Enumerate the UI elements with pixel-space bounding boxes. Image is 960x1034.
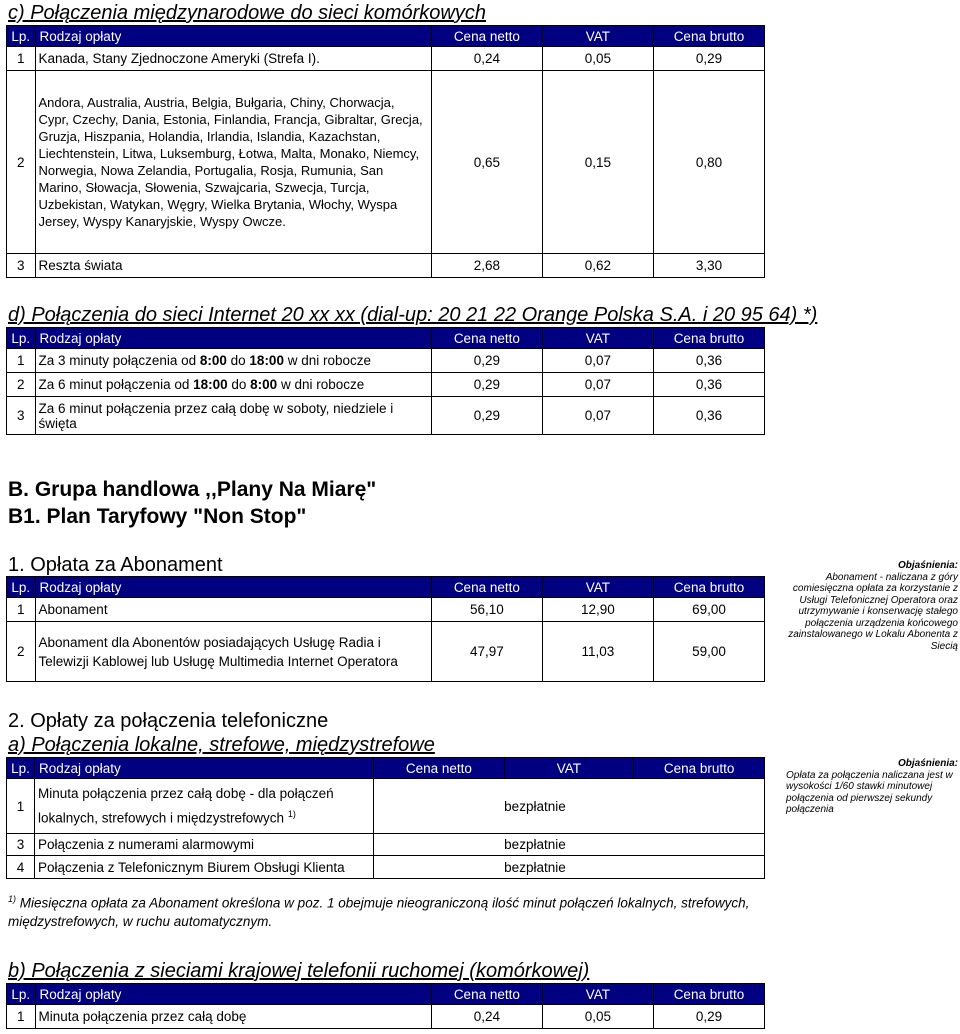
row-lp: 1 [7,779,35,834]
col-name: Rodzaj opłaty [34,758,373,779]
col-lp: Lp. [7,758,35,779]
row-lp: 1 [7,47,36,71]
row-brutto: 0,29 [653,1005,764,1029]
table-row [7,622,765,682]
row-price: bezpłatnie [374,779,765,834]
row-lp: 3 [7,254,36,278]
row-name-part: Za 6 minut połączenia od [38,377,194,392]
row-lp: 2 [7,622,36,682]
col-lp: Lp. [7,984,36,1005]
row-netto: 56,10 [431,598,542,622]
row-netto: 0,24 [431,47,542,71]
table-row [7,349,765,373]
row-name: Reszta świata [35,254,431,278]
table-header-row [7,577,765,598]
time-to: 8:00 [250,377,278,392]
plan-heading: B1. Plan Taryfowy "Non Stop" [8,505,307,528]
row-lp: 2 [7,373,36,397]
table-row [7,254,765,278]
table-row [7,779,765,834]
col-vat: VAT [542,26,653,47]
footnote [8,890,768,931]
calls-subheading: a) Połączenia lokalne, strefowe, międzystrefowe [8,734,435,756]
col-netto: Cena netto [431,577,542,598]
row-lp: 3 [7,397,36,435]
col-lp: Lp. [7,577,36,598]
row-lp: 3 [7,834,35,856]
row-lp: 4 [7,856,35,879]
row-brutto: 0,36 [653,349,764,373]
col-vat: VAT [542,984,653,1005]
col-name: Rodzaj opłaty [35,577,431,598]
row-brutto: 0,29 [653,47,764,71]
footnote-mark: 1) [8,894,17,904]
row-vat: 0,15 [542,71,653,254]
col-brutto: Cena brutto [653,26,764,47]
time-from: 18:00 [193,377,228,392]
row-netto: 0,29 [431,349,542,373]
row-price: bezpłatnie [374,834,765,856]
note-text: Opłata za połączenia naliczana jest w wysokości 1/60 stawki minutowej połączenia od pierwszej sekundy połączenia [786,769,953,815]
col-brutto: Cena brutto [653,984,764,1005]
note-title: Objaśnienia: [897,560,958,571]
row-vat: 0,05 [542,47,653,71]
row-name-part: w dni robocze [277,377,365,392]
col-netto: Cena netto [431,328,542,349]
row-lp: 1 [7,349,36,373]
col-netto: Cena netto [374,758,504,779]
table-header-row [7,758,765,779]
row-name-text: Minuta połączenia przez całą dobę - dla połączeń lokalnych, strefowych i międzystrefowych [37,785,334,826]
row-name-part: do [227,377,251,392]
table-header-row [7,328,765,349]
row-name-part: do [226,353,250,368]
table-header-row [7,984,765,1005]
footnote-ref: 1) [287,808,296,819]
row-name [34,779,373,834]
table-row [7,373,765,397]
row-name: Kanada, Stany Zjednoczone Ameryki (Strefa I). [35,47,431,71]
row-vat: 0,05 [542,1005,653,1029]
col-vat: VAT [542,577,653,598]
footnote-text: Miesięczna opłata za Abonament określona w poz. 1 obejmuje nieograniczoną ilość minut połączeń lokalnych, strefowych, międzystrefowych, w ruchu automatycznym. [8,895,750,929]
row-brutto: 59,00 [653,622,764,682]
table-section-c [6,25,765,278]
table-row [7,47,765,71]
table-header-row [7,26,765,47]
note-text: Abonament - naliczana z góry comiesięczna opłata za korzystanie z Usługi Telefonicznej Operatora oraz utrzymywanie i konserwację stałego połączenia urządzenia końcowego zainstalowanego w Lokalu Abonenta z Siecią [788,571,958,652]
row-netto: 47,97 [431,622,542,682]
col-vat: VAT [504,758,634,779]
row-netto: 2,68 [431,254,542,278]
row-name: Minuta połączenia przez całą dobę [35,1005,431,1029]
row-name-part: w dni robocze [283,353,371,368]
row-netto: 0,29 [431,373,542,397]
row-name: Andora, Australia, Austria, Belgia, Bułgaria, Chiny, Chorwacja, Cypr, Czechy, Dania, Estonia, Finlandia, Francja, Gibraltar, Grecja, Gruzja, Hiszpania, Holandia, Irlandia, Islandia, Kazachstan, Liechtenstein, Litwa, Luksemburg, Łotwa, Malta, Monako, Niemcy, Norwegia, Nowa Zelandia, Portugalia, Rosja, Rumunia, San Marino, Słowacja, Słowenia, Szwajcaria, Szwecja, Turcja, Uzbekistan, Watykan, Węgry, Wielka Brytania, Włochy, Wyspa Jersey, Wyspy Kanaryjskie, Wyspy Owcze. [35,71,431,254]
row-netto: 0,29 [431,397,542,435]
time-from: 8:00 [199,353,227,368]
row-brutto: 0,36 [653,373,764,397]
row-netto: 0,65 [431,71,542,254]
abonament-note [786,560,958,652]
table-calls [6,757,765,879]
table-abonament [6,576,765,682]
row-brutto: 0,36 [653,397,764,435]
table-section-d [6,327,765,435]
table-row [7,71,765,254]
row-name: Połączenia z Telefonicznym Biurem Obsługi Klienta [34,856,373,879]
table-row [7,1005,765,1029]
row-lp: 1 [7,1005,36,1029]
row-vat: 12,90 [542,598,653,622]
col-lp: Lp. [7,328,36,349]
col-brutto: Cena brutto [634,758,765,779]
col-name: Rodzaj opłaty [35,328,431,349]
row-price: bezpłatnie [374,856,765,879]
row-brutto: 69,00 [653,598,764,622]
table-row [7,834,765,856]
section-b2-heading: b) Połączenia z sieciami krajowej telefonii ruchomej (komórkowej) [8,960,590,982]
row-name [35,373,431,397]
calls-note [786,758,958,816]
table-mobile [6,983,765,1029]
col-netto: Cena netto [431,984,542,1005]
row-vat: 0,07 [542,349,653,373]
row-brutto: 0,80 [653,71,764,254]
row-lp: 2 [7,71,36,254]
row-vat: 0,07 [542,373,653,397]
row-name: Za 6 minut połączenia przez całą dobę w soboty, niedziele i święta [35,397,431,435]
col-name: Rodzaj opłaty [35,26,431,47]
col-name: Rodzaj opłaty [35,984,431,1005]
row-name: Abonament [35,598,431,622]
section-c-heading: c) Połączenia międzynarodowe do sieci komórkowych [8,2,486,24]
col-brutto: Cena brutto [653,328,764,349]
col-vat: VAT [542,328,653,349]
section-d-heading: d) Połączenia do sieci Internet 20 xx xx (dial-up: 20 21 22 Orange Polska S.A. i 20 95 64) *) [8,304,818,326]
row-vat: 0,62 [542,254,653,278]
section-b-heading: B. Grupa handlowa ,,Plany Na Miarę" [8,478,377,501]
time-to: 18:00 [249,353,284,368]
row-name: Połączenia z numerami alarmowymi [34,834,373,856]
table-row [7,397,765,435]
row-vat: 0,07 [542,397,653,435]
col-brutto: Cena brutto [653,577,764,598]
col-lp: Lp. [7,26,36,47]
note-title: Objaśnienia: [897,758,958,769]
row-name [35,349,431,373]
row-name: Abonament dla Abonentów posiadających Usługę Radia i Telewizji Kablowej lub Usługę Multimedia Internet Operatora [35,622,431,682]
table-row [7,598,765,622]
row-netto: 0,24 [431,1005,542,1029]
table-row [7,856,765,879]
row-vat: 11,03 [542,622,653,682]
row-lp: 1 [7,598,36,622]
row-name-part: Za 3 minuty połączenia od [38,353,200,368]
calls-heading: 2. Opłaty za połączenia telefoniczne [8,710,329,732]
row-brutto: 3,30 [653,254,764,278]
col-netto: Cena netto [431,26,542,47]
abonament-heading: 1. Opłata za Abonament [8,554,223,576]
